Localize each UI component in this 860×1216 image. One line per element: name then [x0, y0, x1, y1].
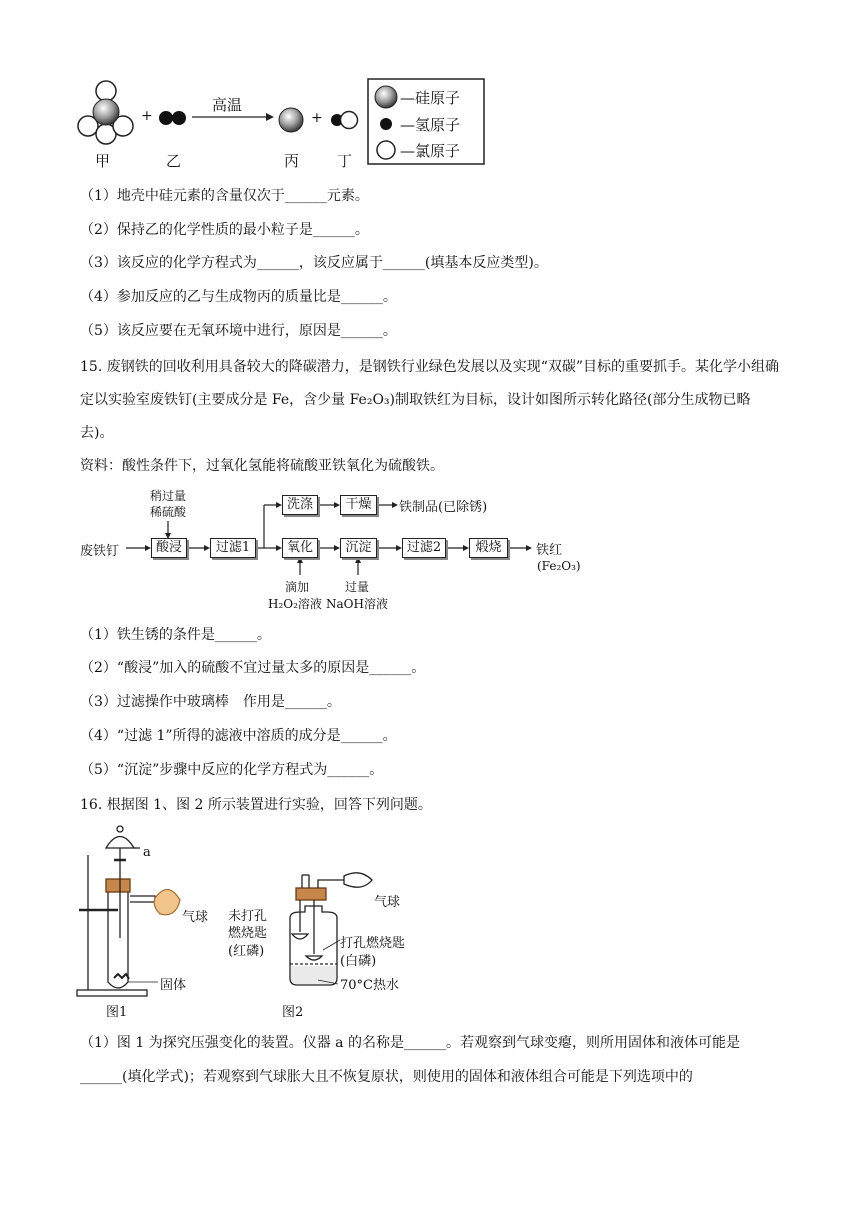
plus-sign: +: [141, 108, 153, 124]
box-filter2: 过滤2: [402, 538, 446, 558]
fig2-label-unpunched-3: (红磷): [228, 944, 265, 959]
oxidize-reagent-2: H₂O₂溶液: [268, 597, 322, 611]
fig2-label-punched-1: 打孔燃烧匙: [340, 936, 406, 951]
q16-item-1: （1）图 1 为探究压强变化的装置。仪器 a 的名称是______。若观察到气球变瘪，则所用固体和液体可能是______(填化学式)；若观察到气球胀大且不恢复原状，则使用的固体和液体组合可能是下列选项中的: [80, 1035, 740, 1085]
fig2-label-water: 70°C热水: [340, 978, 399, 993]
box-acid-leach: 酸浸: [151, 538, 187, 558]
q15-stem: 15. 废钢铁的回收利用具备较大的降碳潜力，是钢铁行业绿色发展以及实现“双碳”目标的重要抓手。某化学小组确定以实验室废铁钉(主要成分是 Fe，含少量 Fe₂O₃)制取铁红为目标，设计如图所示转化路径(部分生成物已略去)。: [80, 359, 780, 441]
fig2-label-unpunched-2: 燃烧匙: [228, 926, 268, 941]
flow-start: 废铁钉: [80, 544, 120, 559]
fig1-label-solid: 固体: [160, 978, 187, 993]
flow-end-formula: (Fe₂O₃): [537, 559, 581, 573]
q15-info: 资料：酸性条件下，过氧化氢能将硫酸亚铁氧化为硫酸铁。: [80, 458, 444, 474]
legend-hydrogen: —氢原子: [400, 116, 461, 134]
flow-end: 铁红: [536, 543, 563, 558]
reagent-line-2: 稀硫酸: [150, 505, 187, 519]
box-dry: 干燥: [340, 495, 377, 515]
reagent-line-1: 稍过量: [150, 489, 187, 503]
precip-reagent-1: 过量: [345, 580, 370, 594]
fig1-label-a: a: [143, 845, 151, 860]
legend-chlorine: —氯原子: [400, 142, 461, 160]
label-yi: 乙: [166, 152, 182, 170]
box-oxidize: 氧化: [282, 538, 318, 558]
label-jia: 甲: [95, 152, 111, 170]
oxidize-reagent-1: 滴加: [285, 580, 310, 594]
plus-sign: +: [311, 110, 323, 126]
q15-item-3: （3）过滤操作中玻璃棒 作用是______。: [80, 694, 341, 710]
flow-product: 铁制品(已除锈): [399, 500, 488, 515]
label-ding: 丁: [337, 152, 353, 170]
q14-item-2: （2）保持乙的化学性质的最小粒子是______。: [80, 222, 369, 238]
q15-item-1: （1）铁生锈的条件是______。: [80, 627, 271, 643]
q16-stem: 16. 根据图 1、图 2 所示装置进行实验，回答下列问题。: [80, 797, 432, 813]
box-filter1: 过滤1: [210, 538, 256, 558]
q14-item-4: （4）参加反应的乙与生成物丙的质量比是______。: [80, 289, 397, 305]
label-bing: 丙: [284, 152, 300, 170]
q15-item-4: （4）“过滤 1”所得的滤液中溶质的成分是______。: [80, 728, 397, 744]
fig2-label-unpunched-1: 未打孔: [228, 909, 268, 924]
q14-item-3: （3）该反应的化学方程式为______，该反应属于______(填基本反应类型)。: [80, 255, 548, 271]
precip-reagent-2: NaOH溶液: [326, 597, 388, 611]
box-calcine: 煅烧: [469, 538, 508, 558]
reaction-condition: 高温: [212, 96, 243, 114]
fig1-caption: 图1: [106, 1005, 128, 1020]
q15-item-2: （2）“酸浸”加入的硫酸不宜过量太多的原因是______。: [80, 660, 426, 676]
fig2-label-balloon: 气球: [374, 895, 401, 910]
q14-item-1: （1）地壳中硅元素的含量仅次于______元素。: [80, 188, 369, 204]
fig2-label-punched-2: (白磷): [340, 954, 377, 969]
fig2-caption: 图2: [282, 1005, 304, 1020]
fig1-label-balloon: 气球: [182, 910, 209, 925]
fig1-apparatus: [77, 826, 180, 996]
q15-item-5: （5）“沉淀”步骤中反应的化学方程式为______。: [80, 762, 384, 778]
legend-silicon: —硅原子: [400, 89, 461, 107]
box-wash: 洗涤: [282, 495, 318, 515]
q14-item-5: （5）该反应要在无氧环境中进行，原因是______。: [80, 323, 397, 339]
box-precipitate: 沉淀: [340, 538, 377, 558]
